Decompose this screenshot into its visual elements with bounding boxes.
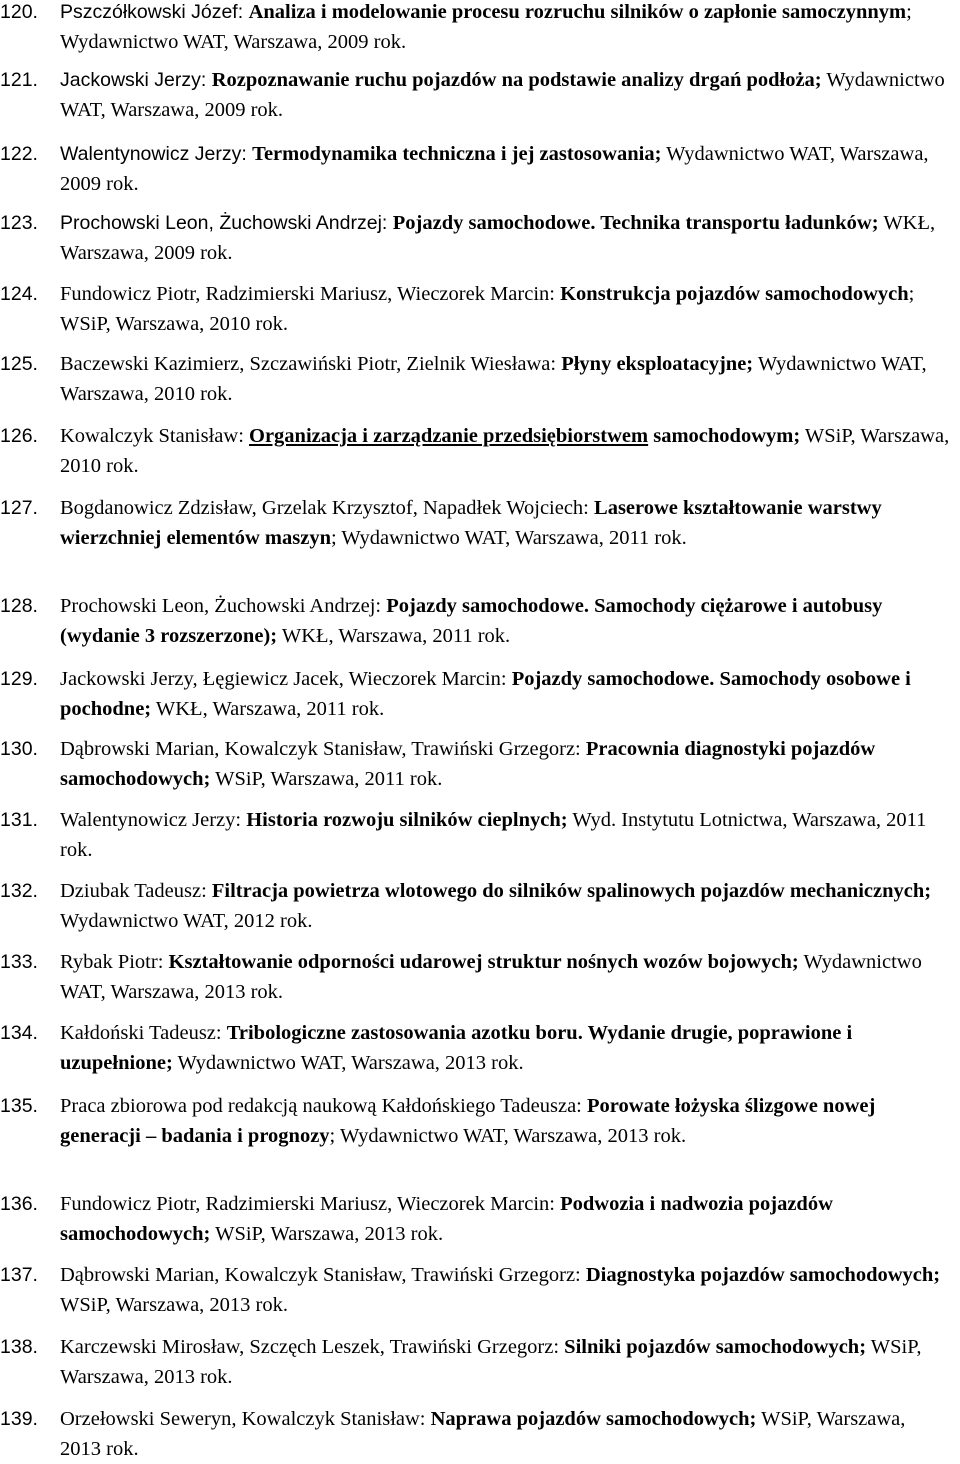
entry-number: 133. bbox=[0, 951, 38, 973]
bibliography-entry bbox=[0, 350, 950, 409]
entry-authors: Baczewski Kazimierz, Szczawiński Piotr, Zielnik Wiesława: bbox=[60, 353, 562, 375]
entry-number: 124. bbox=[0, 283, 38, 305]
bibliography-entry bbox=[0, 0, 950, 57]
entry-title: Pojazdy samochodowe. Samochody ciężarowe i autobusy (wydanie 3 rozszerzone); bbox=[60, 595, 883, 647]
entry-number: 137. bbox=[0, 1264, 38, 1286]
entry-number: 123. bbox=[0, 212, 38, 234]
entry-number: 127. bbox=[0, 497, 38, 519]
entry-authors: Walentynowicz Jerzy: bbox=[60, 809, 247, 831]
entry-title: Pojazdy samochodowe. Technika transportu ładunków; bbox=[392, 212, 879, 234]
entry-authors: Dąbrowski Marian, Kowalczyk Stanisław, Trawiński Grzegorz: bbox=[60, 1264, 586, 1286]
bibliography-entry bbox=[0, 66, 950, 125]
bibliography-entry bbox=[0, 1333, 950, 1392]
entry-title: Laserowe kształtowanie warstwy wierzchniej elementów maszyn bbox=[60, 497, 882, 549]
entry-number: 120. bbox=[0, 1, 38, 23]
entry-title: Pracownia diagnostyki pojazdów samochodowych; bbox=[60, 738, 876, 790]
entry-title: Tribologiczne zastosowania azotku boru. Wydanie drugie, poprawione i uzupełnione; bbox=[60, 1022, 853, 1074]
entry-title: Rozpoznawanie ruchu pojazdów na podstawie analizy drgań podłoża; bbox=[211, 69, 822, 91]
entry-title: Historia rozwoju silników cieplnych; bbox=[246, 809, 568, 831]
entry-title: Organizacja i zarządzanie przedsiębiorstwem bbox=[249, 425, 649, 447]
entry-authors: Pszczółkowski Józef: bbox=[60, 1, 249, 23]
entry-number: 136. bbox=[0, 1193, 38, 1215]
entry-publisher: WSiP, Warszawa, 2013 rok. bbox=[60, 1336, 922, 1388]
entry-publisher: WSiP, Warszawa, 2013 rok. bbox=[60, 1408, 906, 1460]
entry-authors: Jackowski Jerzy: bbox=[60, 69, 212, 91]
bibliography-entry bbox=[0, 948, 950, 1007]
entry-number: 125. bbox=[0, 353, 38, 375]
entry-title: Pojazdy samochodowe. Samochody osobowe i pochodne; bbox=[60, 668, 911, 720]
entry-title: Porowate łożyska ślizgowe nowej generacji – badania i prognozy bbox=[60, 1095, 876, 1147]
bibliography-entry bbox=[0, 1261, 950, 1320]
entry-authors: Praca zbiorowa pod redakcją naukową Kałdońskiego Tadeusza: bbox=[60, 1095, 588, 1117]
bibliography-entry bbox=[0, 665, 950, 724]
bibliography-entry bbox=[0, 1092, 950, 1151]
entry-publisher: WSiP, Warszawa, 2011 rok. bbox=[210, 767, 443, 790]
bibliography-entry bbox=[0, 1190, 950, 1249]
entry-publisher: Wydawnictwo WAT, Warszawa, 2009 rok. bbox=[60, 69, 945, 121]
entry-authors: Karczewski Mirosław, Szczęch Leszek, Trawiński Grzegorz: bbox=[60, 1336, 565, 1358]
entry-publisher: Wydawnictwo WAT, Warszawa, 2013 rok. bbox=[60, 951, 922, 1003]
entry-publisher: Wydawnictwo WAT, 2012 rok. bbox=[60, 909, 313, 932]
entry-number: 134. bbox=[0, 1022, 38, 1044]
entry-title: Analiza i modelowanie procesu rozruchu silników o zapłonie samoczynnym bbox=[248, 1, 907, 23]
entry-title: Konstrukcja pojazdów samochodowych bbox=[560, 283, 909, 305]
entry-publisher: Wydawnictwo WAT, Warszawa, 2010 rok. bbox=[60, 353, 927, 405]
bibliography-entry bbox=[0, 877, 950, 936]
entry-publisher: WKŁ, Warszawa, 2009 rok. bbox=[60, 212, 936, 264]
entry-number: 130. bbox=[0, 738, 38, 760]
entry-number: 131. bbox=[0, 809, 38, 831]
entry-title: Silniki pojazdów samochodowych; bbox=[564, 1336, 867, 1358]
entry-authors: Orzełowski Seweryn, Kowalczyk Stanisław: bbox=[60, 1408, 431, 1430]
entry-number: 129. bbox=[0, 668, 38, 690]
entry-authors: Fundowicz Piotr, Radzimierski Mariusz, Wieczorek Marcin: bbox=[60, 283, 561, 305]
entry-title: Filtracja powietrza wlotowego do silników spalinowych pojazdów mechanicznych; bbox=[211, 880, 932, 902]
entry-authors: Prochowski Leon, Żuchowski Andrzej: bbox=[60, 212, 393, 234]
bibliography-entry bbox=[0, 494, 950, 553]
entry-publisher: WSiP, Warszawa, 2010 rok. bbox=[60, 425, 950, 477]
entry-publisher: ; Wydawnictwo WAT, Warszawa, 2011 rok. bbox=[330, 526, 687, 549]
entry-title: Kształtowanie odporności udarowej struktur nośnych wozów bojowych; bbox=[168, 951, 799, 973]
entry-publisher: WSiP, Warszawa, 2013 rok. bbox=[210, 1222, 444, 1245]
bibliography-entry bbox=[0, 735, 950, 794]
entry-publisher: ; Wydawnictwo WAT, Warszawa, 2009 rok. bbox=[60, 1, 912, 53]
entry-title: Naprawa pojazdów samochodowych; bbox=[430, 1408, 757, 1430]
entry-number: 139. bbox=[0, 1408, 38, 1430]
entry-title: Płyny eksploatacyjne; bbox=[561, 353, 754, 375]
bibliography-entry bbox=[0, 1019, 950, 1078]
bibliography-entry bbox=[0, 592, 950, 651]
entry-title: Diagnostyka pojazdów samochodowych; bbox=[585, 1264, 941, 1286]
bibliography-entry bbox=[0, 140, 950, 199]
entry-authors: Prochowski Leon, Żuchowski Andrzej: bbox=[60, 595, 387, 617]
entry-number: 138. bbox=[0, 1336, 38, 1358]
entry-authors: Jackowski Jerzy, Łęgiewicz Jacek, Wieczorek Marcin: bbox=[60, 668, 512, 690]
entry-authors: Fundowicz Piotr, Radzimierski Mariusz, Wieczorek Marcin: bbox=[60, 1193, 561, 1215]
entry-authors: Walentynowicz Jerzy: bbox=[60, 143, 253, 165]
entry-authors: Kowalczyk Stanisław: bbox=[60, 425, 250, 447]
entry-number: 126. bbox=[0, 425, 38, 447]
entry-authors: Dziubak Tadeusz: bbox=[60, 880, 212, 902]
entry-title: Termodynamika techniczna i jej zastosowania; bbox=[252, 143, 662, 165]
entry-number: 121. bbox=[0, 69, 38, 91]
entry-title: Podwozia i nadwozia pojazdów samochodowych; bbox=[60, 1193, 833, 1245]
entry-authors: Dąbrowski Marian, Kowalczyk Stanisław, Trawiński Grzegorz: bbox=[60, 738, 586, 760]
entry-publisher: ; Wydawnictwo WAT, Warszawa, 2013 rok. bbox=[329, 1124, 687, 1147]
entry-authors: Kałdoński Tadeusz: bbox=[60, 1022, 227, 1044]
bibliography-entry bbox=[0, 422, 950, 481]
entry-title: samochodowym; bbox=[653, 425, 801, 447]
entry-number: 128. bbox=[0, 595, 38, 617]
bibliography-entry bbox=[0, 280, 950, 339]
bibliography-entry bbox=[0, 1405, 950, 1464]
bibliography-entry bbox=[0, 806, 950, 865]
entry-publisher: Wydawnictwo WAT, Warszawa, 2013 rok. bbox=[172, 1051, 524, 1074]
entry-number: 122. bbox=[0, 143, 38, 165]
entry-number: 135. bbox=[0, 1095, 38, 1117]
entry-publisher: Wydawnictwo WAT, Warszawa, 2009 rok. bbox=[60, 143, 929, 195]
entry-authors: Rybak Piotr: bbox=[60, 951, 169, 973]
entry-publisher: WSiP, Warszawa, 2013 rok. bbox=[60, 1293, 288, 1316]
entry-publisher: Wyd. Instytutu Lotnictwa, Warszawa, 2011 rok. bbox=[60, 809, 927, 861]
entry-authors: Bogdanowicz Zdzisław, Grzelak Krzysztof, Napadłek Wojciech: bbox=[60, 497, 595, 519]
entry-publisher: WKŁ, Warszawa, 2011 rok. bbox=[151, 697, 385, 720]
entry-publisher: WKŁ, Warszawa, 2011 rok. bbox=[277, 624, 511, 647]
bibliography-entry bbox=[0, 209, 950, 268]
entry-number: 132. bbox=[0, 880, 38, 902]
entry-publisher: ; WSiP, Warszawa, 2010 rok. bbox=[60, 283, 915, 335]
